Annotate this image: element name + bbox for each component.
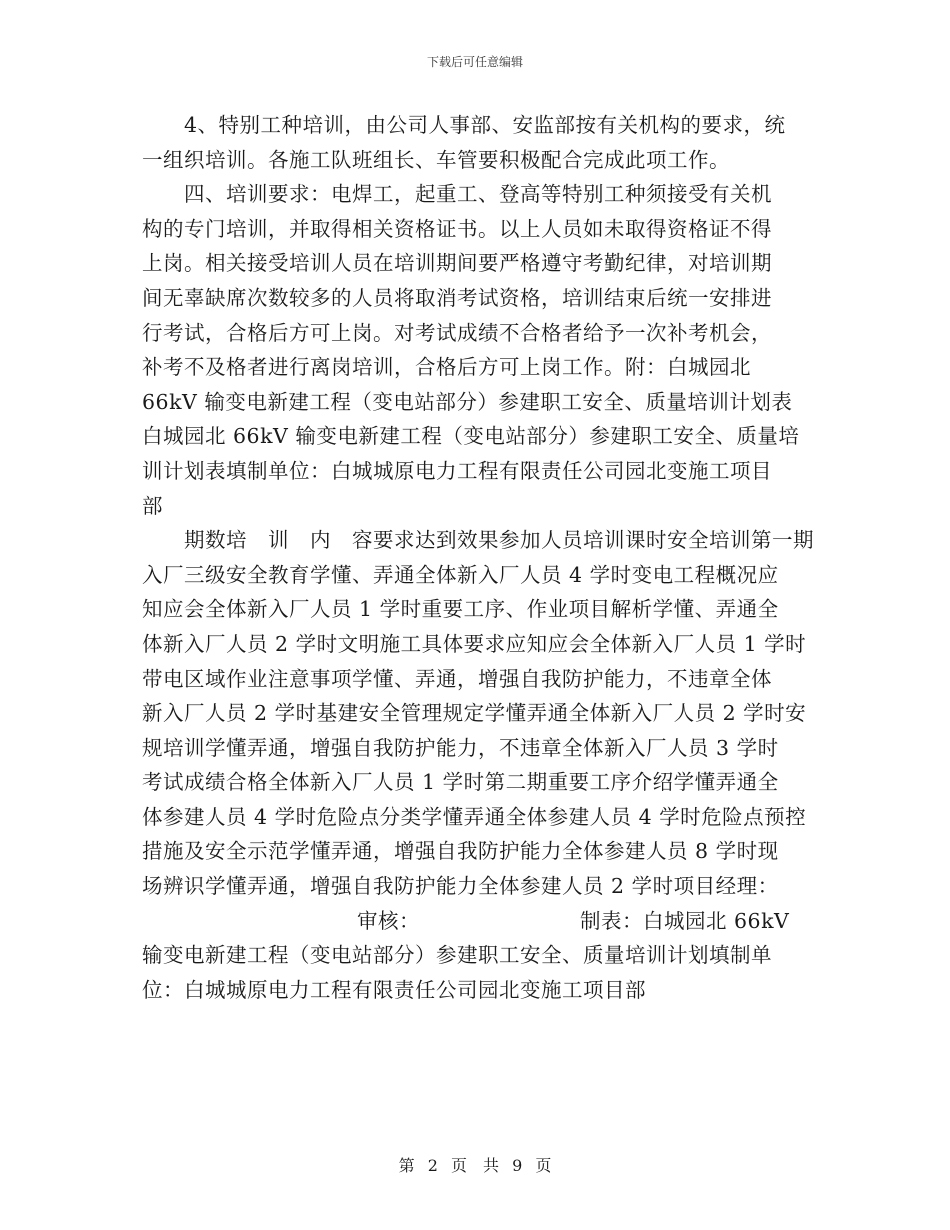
text-line: 一组织培训。各施工队班组长、车管要积极配合完成此项工作。 [142,147,730,172]
current-page-number: 2 [427,1156,438,1175]
footer-middle: 页 共 [450,1156,499,1175]
text-line: 四、培训要求：电焊工，起重工、登高等特别工种须接受有关机 [142,182,772,207]
text-line: 构的专门培训，并取得相关资格证书。以上人员如未取得资格证不得 [142,216,772,241]
text-line: 措施及安全示范学懂弄通，增强自我防护能力全体参建人员 8 学时现 [142,839,779,864]
footer-prefix: 第 [398,1156,415,1175]
text-line: 66kV 输变电新建工程（变电站部分）参建职工安全、质量培训计划表 [142,389,793,414]
make-label: 制表：白城园北 66kV [580,908,790,933]
footer-suffix: 页 [535,1156,552,1175]
text-line: 期数培 训 内 容要求达到效果参加人员培训课时安全培训第一期 [142,528,814,553]
page-header-note: 下载后可任意编辑 [426,55,523,69]
text-line: 位：白城城原电力工程有限责任公司园北变施工项目部 [142,977,646,1002]
sign-line [142,904,812,939]
text-line: 考试成绩合格全体新入厂人员 1 学时第二期重要工序介绍学懂弄通全 [142,770,779,795]
text-line: 新入厂人员 2 学时基建安全管理规定学懂弄通全体新入厂人员 2 学时安 [142,701,807,726]
text-line: 场辨识学懂弄通，增强自我防护能力全体参建人员 2 学时项目经理： [142,874,779,899]
text-line: 体参建人员 4 学时危险点分类学懂弄通全体参建人员 4 学时危险点预控 [142,804,807,829]
text-line: 补考不及格者进行离岗培训，合格后方可上岗工作。附：白城园北 [142,355,751,380]
text-line: 间无辜缺席次数较多的人员将取消考试资格，培训结束后统一安排进 [142,285,772,310]
document-body [142,108,812,1007]
text-line: 知应会全体新入厂人员 1 学时重要工序、作业项目解析学懂、弄通全 [142,597,779,622]
text-line: 行考试，合格后方可上岗。对考试成绩不合格者给予一次补考机会， [142,320,772,345]
text-line: 白城园北 66kV 输变电新建工程（变电站部分）参建职工安全、质量培 [142,424,800,449]
text-line: 体新入厂人员 2 学时文明施工具体要求应知应会全体新入厂人员 1 学时 [142,631,807,656]
page-footer [0,1153,950,1176]
text-line: 部 [142,493,163,518]
text-line: 训计划表填制单位：白城城原电力工程有限责任公司园北变施工项目 [142,458,772,483]
text-line: 带电区域作业注意事项学懂、弄通，增强自我防护能力，不违章全体 [142,666,772,691]
text-line: 4、特别工种培训，由公司人事部、安监部按有关机构的要求，统 [142,113,786,137]
review-label: 审核： [357,908,420,933]
text-line: 输变电新建工程（变电站部分）参建职工安全、质量培训计划填制单 [142,943,772,968]
text-line: 上岗。相关接受培训人员在培训期间要严格遵守考勤纪律，对培训期 [142,251,772,276]
total-page-count: 9 [512,1156,523,1175]
text-line: 规培训学懂弄通，增强自我防护能力，不违章全体新入厂人员 3 学时 [142,735,779,760]
text-line: 入厂三级安全教育学懂、弄通全体新入厂人员 4 学时变电工程概况应 [142,562,779,587]
